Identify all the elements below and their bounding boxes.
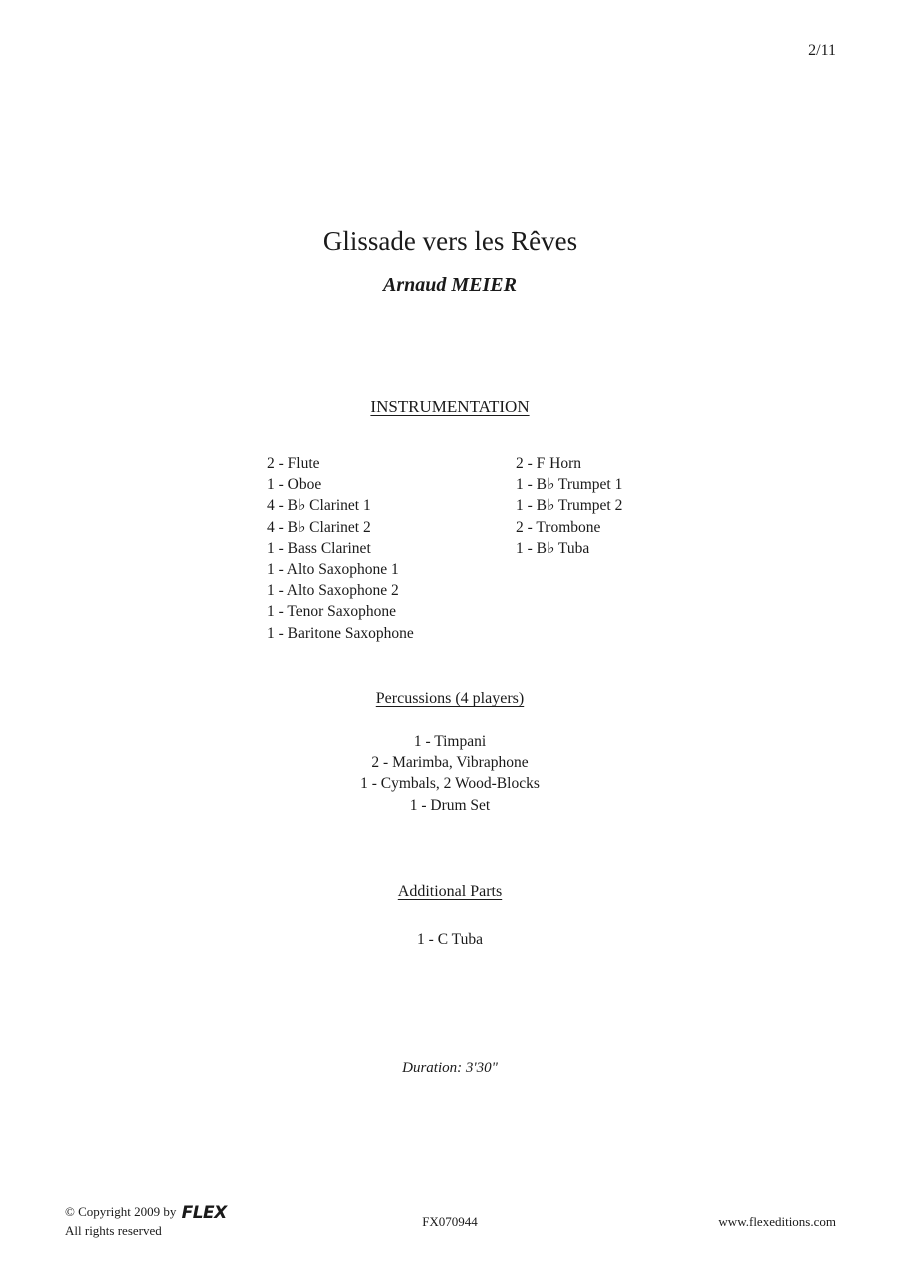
instrument-list-left (267, 453, 414, 644)
list-item: 1 - B♭ Trumpet 2 (516, 497, 623, 515)
list-item: 1 - B♭ Trumpet 1 (516, 476, 623, 494)
page-number: 2/11 (808, 42, 836, 59)
instrument-list-right (516, 453, 622, 559)
list-item: 1 - Timpani (413, 733, 487, 750)
catalog-number: FX070944 (422, 1214, 478, 1229)
piece-title: Glissade vers les Rêves (322, 226, 578, 256)
rights-text: All rights reserved (65, 1223, 162, 1238)
list-item: 1 - Oboe (267, 476, 322, 494)
list-item: 1 - B♭ Tuba (516, 539, 590, 557)
list-item: 1 - Baritone Saxophone (267, 624, 414, 642)
list-item: 2 - Marimba, Vibraphone (371, 754, 529, 772)
percussions-heading: Percussions (4 players) (375, 690, 525, 707)
additional-parts-list (0, 929, 900, 950)
list-item: 2 - Trombone (516, 518, 601, 536)
composer-name: Arnaud MEIER (383, 274, 517, 296)
list-item: 1 - Tenor Saxophone (267, 603, 397, 621)
copyright-text: © Copyright 2009 by (65, 1204, 177, 1219)
list-item: 1 - Alto Saxophone 1 (267, 561, 399, 579)
instrumentation-heading: INSTRUMENTATION (370, 397, 530, 416)
list-item: 1 - Bass Clarinet (267, 539, 371, 557)
list-item: 4 - B♭ Clarinet 2 (267, 518, 371, 536)
list-item: 2 - Flute (267, 455, 320, 472)
list-item: 1 - Alto Saxophone 2 (267, 582, 399, 600)
list-item: 1 - C Tuba (417, 931, 483, 948)
list-item: 4 - B♭ Clarinet 1 (267, 497, 371, 515)
list-item: 2 - F Horn (516, 455, 582, 472)
additional-parts-heading: Additional Parts (397, 883, 503, 900)
website-url: www.flexeditions.com (718, 1214, 836, 1229)
list-item: 1 - Drum Set (409, 796, 491, 814)
percussion-list (0, 731, 900, 816)
duration: Duration: 3'30" (402, 1060, 498, 1076)
list-item: 1 - Cymbals, 2 Wood-Blocks (360, 775, 540, 793)
logo-text: FLEX (181, 1203, 227, 1223)
